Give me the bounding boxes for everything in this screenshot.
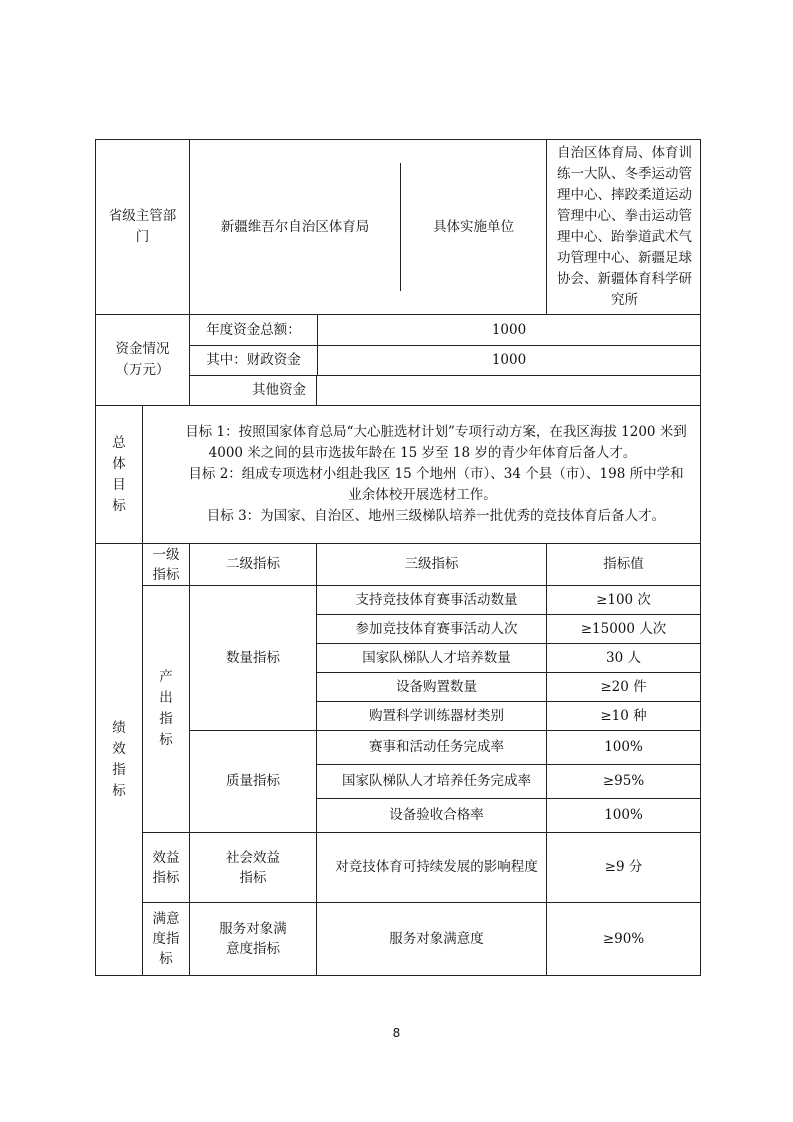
table-row — [96, 903, 701, 976]
dept-label-text: 省级主管部门 — [108, 208, 177, 245]
metric-value: ≥9 分 — [547, 833, 701, 903]
benefit-label — [143, 833, 190, 903]
funds-fiscal-cell — [190, 346, 701, 376]
funds-total-cell — [190, 315, 701, 346]
header-level1-text: 一级指标 — [152, 546, 180, 583]
metric-name: 赛事和活动任务完成率 — [317, 731, 547, 765]
funds-other-cell — [190, 376, 701, 406]
funds-total-row — [96, 315, 701, 346]
table-row — [96, 833, 701, 903]
goal-3: 目标 3：为国家、自治区、地州三级梯队培养一批优秀的竞技体育后备人才。 — [206, 508, 666, 524]
goals-label-text: 总体目标 — [112, 434, 126, 514]
metric-value: ≥95% — [547, 765, 701, 799]
metric-value: ≥15000 人次 — [547, 615, 701, 644]
dept-value: 新疆维吾尔自治区体育局 — [190, 163, 401, 291]
output-label-text: 产出指标 — [159, 669, 173, 748]
funds-label-text: 资金情况 — [115, 341, 170, 357]
header-level2: 二级指标 — [190, 544, 317, 586]
benefit-label-text: 效益指标 — [152, 849, 180, 886]
satisfaction-sub-label-text: 服务对象满意度指标 — [219, 921, 287, 957]
metric-value: ≥20 件 — [547, 673, 701, 702]
perf-header-row — [96, 544, 701, 586]
goal-2: 目标 2：组成专项选材小组赴我区 15 个地州（市）、34 个县（市）、198 所中学和业余体校开展选材工作。 — [188, 466, 684, 503]
funds-label — [96, 315, 190, 406]
goal-1: 目标 1：按照国家体育总局“大心脏选材计划”专项行动方案，在我区海拔 1200 米到 4000 米之间的县市选拔年龄在 15 岁至 18 岁的青少年体育后备人才。 — [185, 424, 687, 461]
output-label — [143, 586, 190, 833]
goals-label — [96, 406, 143, 544]
satisfaction-label — [143, 903, 190, 976]
metric-name: 支持竞技体育赛事活动数量 — [317, 586, 547, 615]
dept-label — [96, 140, 190, 315]
metric-value: ≥100 次 — [547, 586, 701, 615]
metric-name: 参加竞技体育赛事活动人次 — [317, 615, 547, 644]
metric-value: 30 人 — [547, 644, 701, 673]
satisfaction-label-text: 满意度指标 — [152, 911, 180, 967]
goals-content — [143, 406, 701, 544]
funds-other-value — [317, 376, 700, 405]
goals-row — [96, 406, 701, 544]
metric-name: 国家队梯队人才培养任务完成率 — [317, 765, 547, 799]
header-level3: 三级指标 — [317, 544, 547, 586]
metric-value: 100% — [547, 799, 701, 833]
metric-value: ≥90% — [547, 903, 701, 976]
benefit-sub-label — [190, 833, 317, 903]
metric-name: 设备购置数量 — [317, 673, 547, 702]
perf-label — [96, 544, 143, 976]
header-row — [96, 140, 701, 315]
impl-value: 自治区体育局、体育训练一大队、冬季运动管理中心、摔跤柔道运动管理中心、拳击运动管理中心、跆拳道武术气功管理中心、新疆足球协会、新疆体育科学研究所 — [547, 140, 701, 315]
table-row — [96, 586, 701, 615]
page-number: 8 — [392, 1026, 401, 1040]
quality-label: 质量指标 — [190, 731, 317, 833]
metric-name: 设备验收合格率 — [317, 799, 547, 833]
metric-value: ≥10 种 — [547, 702, 701, 731]
benefit-sub-label-text: 社会效益指标 — [226, 849, 280, 886]
funds-total-label: 年度资金总额： — [190, 315, 318, 345]
impl-label: 具体实施单位 — [433, 218, 514, 235]
dept-value-cell — [190, 140, 547, 315]
metric-name: 服务对象满意度 — [317, 903, 547, 976]
header-level1 — [143, 544, 190, 586]
satisfaction-sub-label — [190, 903, 317, 976]
funds-fiscal-label: 其中：财政资金 — [190, 346, 318, 375]
metric-value: 100% — [547, 731, 701, 765]
metric-name: 对竞技体育可持续发展的影响程度 — [317, 833, 547, 903]
quantity-label: 数量指标 — [190, 586, 317, 731]
performance-target-table — [95, 139, 701, 976]
funds-total-value: 1000 — [491, 321, 527, 338]
header-value: 指标值 — [547, 544, 701, 586]
metric-name: 购置科学训练器材类别 — [317, 702, 547, 731]
metric-name: 国家队梯队人才培养数量 — [317, 644, 547, 673]
perf-label-text: 绩效指标 — [112, 719, 126, 799]
funds-fiscal-value: 1000 — [491, 352, 527, 368]
funds-other-label: 其他资金 — [190, 376, 317, 405]
funds-unit: （万元） — [115, 362, 170, 378]
